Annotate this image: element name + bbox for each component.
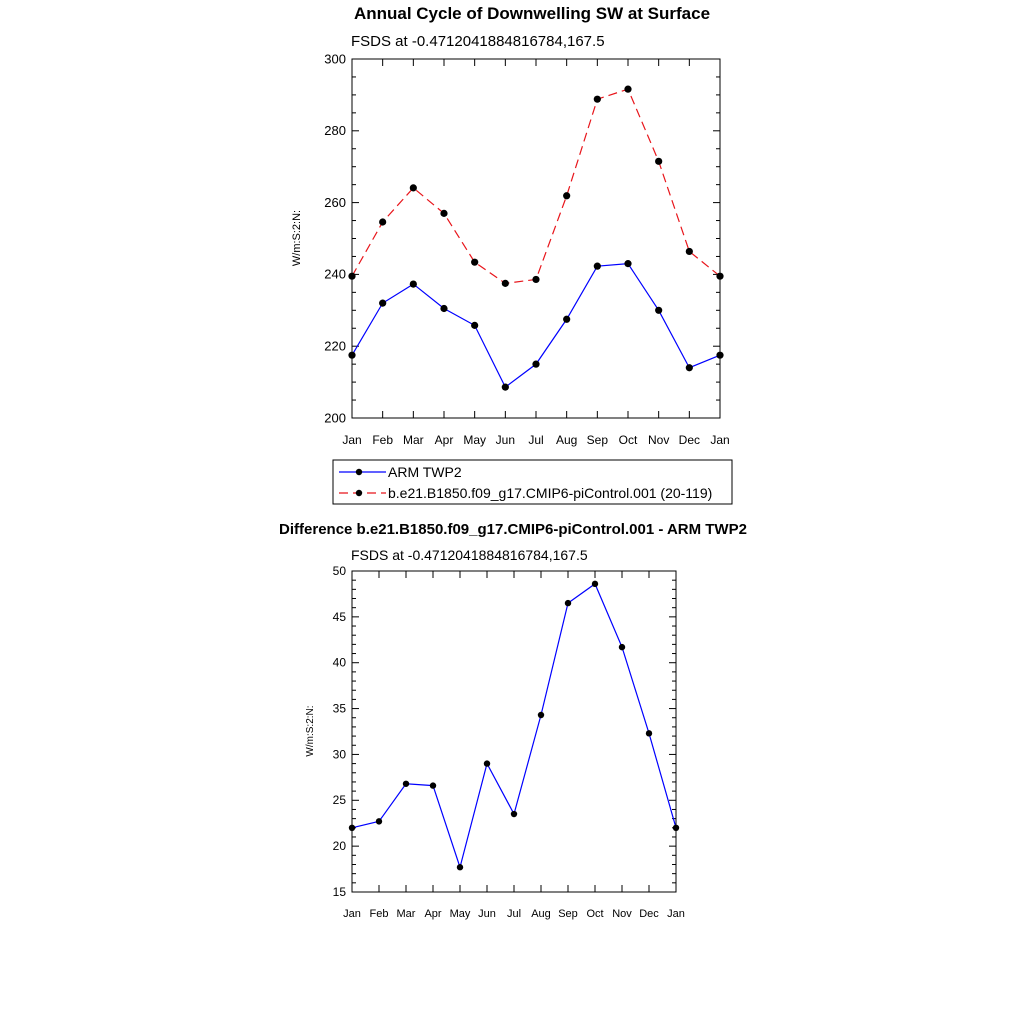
data-point	[379, 300, 386, 307]
chart-title: Annual Cycle of Downwelling SW at Surface	[353, 4, 711, 23]
data-point	[376, 818, 382, 824]
x-tick-label: Nov	[612, 908, 632, 920]
chart-title: Difference b.e21.B1850.f09_g17.CMIP6-piControl.001 - ARM TWP2	[279, 521, 747, 538]
plot-frame	[352, 571, 676, 892]
data-point	[592, 581, 598, 587]
data-point	[484, 760, 490, 766]
data-point	[646, 730, 652, 736]
series-layer	[349, 581, 679, 871]
x-tick-label: Feb	[369, 908, 389, 920]
y-tick-label: 200	[324, 410, 346, 426]
data-point	[565, 600, 571, 606]
x-tick-label: Apr	[424, 908, 442, 920]
legend-marker-model	[356, 490, 362, 496]
x-tick-label: Jun	[495, 433, 516, 447]
chart-subtitle: FSDS at -0.4712041884816784,167.5	[351, 547, 588, 563]
x-tick-label: Jun	[478, 908, 496, 920]
axis-ticks	[324, 51, 729, 447]
data-point	[440, 210, 447, 217]
data-point	[430, 782, 436, 788]
data-point	[563, 192, 570, 199]
data-point	[457, 864, 463, 870]
plot-border	[352, 571, 676, 892]
legend-label-model: b.e21.B1850.f09_g17.CMIP6-piControl.001 (20-119)	[388, 485, 713, 501]
x-tick-label: Jul	[528, 433, 544, 447]
y-tick-label: 280	[324, 123, 346, 139]
y-tick-label: 300	[324, 51, 346, 67]
annual-cycle-chart	[291, 4, 732, 504]
y-tick-label: 40	[332, 655, 346, 670]
x-tick-label: May	[463, 433, 487, 447]
y-tick-label: 30	[332, 747, 346, 762]
x-tick-label: Jan	[343, 908, 361, 920]
data-point	[594, 263, 601, 270]
data-point	[471, 322, 478, 329]
y-tick-label: 45	[332, 609, 346, 624]
data-point	[673, 825, 679, 831]
x-tick-label: Mar	[402, 433, 424, 447]
data-point	[532, 361, 539, 368]
data-point	[594, 96, 601, 103]
x-tick-label: Mar	[396, 908, 416, 920]
data-point	[348, 352, 355, 359]
data-point	[563, 316, 570, 323]
difference-chart	[279, 521, 747, 920]
data-point	[403, 781, 409, 787]
data-point	[655, 307, 662, 314]
y-tick-label: 20	[332, 839, 346, 854]
data-point	[502, 384, 509, 391]
legend-marker-arm	[356, 469, 362, 475]
axis-ticks	[333, 564, 685, 920]
y-tick-label: 50	[332, 563, 346, 578]
y-tick-label: 220	[324, 338, 346, 354]
data-point	[624, 260, 631, 267]
x-tick-label: Jan	[710, 433, 730, 447]
x-tick-label: May	[449, 908, 471, 920]
legend	[333, 460, 732, 504]
x-tick-label: Aug	[555, 433, 578, 447]
x-tick-label: Jul	[506, 908, 522, 920]
data-point	[538, 712, 544, 718]
y-tick-label: 35	[332, 701, 346, 716]
x-tick-label: Feb	[372, 433, 394, 447]
chart-subtitle: FSDS at -0.4712041884816784,167.5	[351, 33, 605, 50]
y-tick-label: 25	[332, 793, 346, 808]
data-point	[686, 248, 693, 255]
data-point	[532, 276, 539, 283]
y-axis-label: W/m:S:2:N:	[291, 209, 303, 267]
data-point	[410, 184, 417, 191]
x-tick-label: Oct	[586, 908, 604, 920]
y-tick-label: 260	[324, 194, 346, 210]
data-point	[379, 218, 386, 225]
x-tick-label: Jan	[667, 908, 685, 920]
x-tick-label: Oct	[618, 433, 638, 447]
x-tick-label: Sep	[558, 908, 578, 920]
data-point	[348, 273, 355, 280]
x-tick-label: Sep	[586, 433, 609, 447]
data-point	[619, 644, 625, 650]
data-point	[410, 280, 417, 287]
x-tick-label: Dec	[678, 433, 701, 447]
data-point	[655, 158, 662, 165]
series-line-0	[352, 584, 676, 867]
data-point	[624, 86, 631, 93]
x-tick-label: Jan	[342, 433, 362, 447]
series-line-1	[352, 89, 720, 283]
data-point	[471, 259, 478, 266]
data-point	[511, 811, 517, 817]
x-tick-label: Apr	[434, 433, 454, 447]
data-point	[502, 280, 509, 287]
x-tick-label: Dec	[639, 908, 659, 920]
x-tick-label: Aug	[531, 908, 551, 920]
data-point	[686, 364, 693, 371]
data-point	[440, 305, 447, 312]
series-layer	[348, 86, 723, 391]
legend-label-arm: ARM TWP2	[388, 464, 462, 480]
y-tick-label: 240	[324, 266, 346, 282]
x-tick-label: Nov	[647, 433, 670, 447]
y-axis-label: W/m:S:2:N:	[305, 705, 316, 757]
data-point	[716, 352, 723, 359]
data-point	[716, 273, 723, 280]
y-tick-label: 15	[332, 884, 346, 899]
data-point	[349, 825, 355, 831]
